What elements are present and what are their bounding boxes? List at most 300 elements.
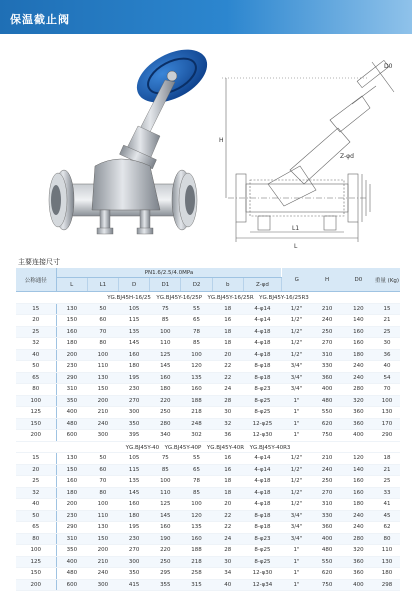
table-cell: 160 <box>181 533 212 545</box>
dn-header: 公称通径 <box>16 268 56 292</box>
table-row <box>16 361 400 373</box>
table-cell: 300 <box>118 407 149 419</box>
table-cell: 120 <box>343 453 374 465</box>
table-cell: 4-φ18 <box>243 326 281 338</box>
table-cell: 240 <box>87 418 118 430</box>
table-cell: 100 <box>87 349 118 361</box>
table-cell: 3/4" <box>281 522 311 534</box>
table-cell: 250 <box>311 476 342 488</box>
table-cell: 100 <box>16 395 56 407</box>
table-cell: 40 <box>374 361 400 373</box>
table-cell: 65 <box>16 372 56 384</box>
table-row <box>16 568 400 580</box>
table-cell: 70 <box>87 326 118 338</box>
table-cell: 200 <box>87 395 118 407</box>
table-cell: 80 <box>87 338 118 350</box>
table-cell: 400 <box>343 430 374 442</box>
table-cell: 55 <box>181 453 212 465</box>
table-cell: 125 <box>150 499 181 511</box>
table-cell: 75 <box>150 303 181 315</box>
table-cell: 130 <box>87 522 118 534</box>
table-cell: 130 <box>56 453 87 465</box>
table-cell: 180 <box>150 384 181 396</box>
table-row <box>16 395 400 407</box>
table-cell: 80 <box>16 384 56 396</box>
table-row <box>16 533 400 545</box>
table-cell: 25 <box>16 476 56 488</box>
table-cell: 150 <box>87 533 118 545</box>
col-header-z: Z-φd <box>243 278 281 292</box>
table-cell: 110 <box>87 361 118 373</box>
table-cell: 20 <box>212 499 243 511</box>
table-cell: 110 <box>150 338 181 350</box>
table-cell: 55 <box>181 303 212 315</box>
table-cell: 180 <box>56 338 87 350</box>
table-cell: 1/2" <box>281 338 311 350</box>
table-cell: 240 <box>343 361 374 373</box>
table-cell: 85 <box>150 464 181 476</box>
table-row <box>16 464 400 476</box>
table-cell: 280 <box>343 533 374 545</box>
table-cell: 360 <box>311 522 342 534</box>
table-cell: 330 <box>311 361 342 373</box>
table-cell: 270 <box>311 487 342 499</box>
table-cell: 80 <box>374 533 400 545</box>
table-cell: 1/2" <box>281 499 311 511</box>
table-cell: 240 <box>343 510 374 522</box>
table-cell: 115 <box>118 315 149 327</box>
table-cell: 195 <box>118 522 149 534</box>
table-cell: 750 <box>311 579 342 591</box>
table-cell: 32 <box>16 487 56 499</box>
table-cell: 12-φ34 <box>243 579 281 591</box>
table-cell: 310 <box>56 384 87 396</box>
table-cell: 160 <box>150 522 181 534</box>
table-cell: 295 <box>150 568 181 580</box>
table-row <box>16 303 400 315</box>
table-cell: 45 <box>374 510 400 522</box>
table-cell: 145 <box>150 361 181 373</box>
table-cell: 145 <box>150 510 181 522</box>
table-cell: 50 <box>16 510 56 522</box>
table-cell: 70 <box>374 384 400 396</box>
table-cell: 62 <box>374 522 400 534</box>
table-cell: 350 <box>118 418 149 430</box>
table-cell: 100 <box>150 326 181 338</box>
col-header-d2: D2 <box>181 278 212 292</box>
table-cell: 4-φ14 <box>243 315 281 327</box>
table-cell: 180 <box>56 487 87 499</box>
table-cell: 240 <box>343 372 374 384</box>
table-cell: 280 <box>150 418 181 430</box>
table-cell: 360 <box>343 568 374 580</box>
table-cell: 300 <box>118 556 149 568</box>
table-cell: 160 <box>181 384 212 396</box>
table-cell: 78 <box>181 476 212 488</box>
table-row <box>16 476 400 488</box>
table-cell: 480 <box>56 568 87 580</box>
table-cell: 30 <box>212 556 243 568</box>
table-cell: 350 <box>118 568 149 580</box>
table-cell: 22 <box>212 372 243 384</box>
dim-label-h: H <box>219 137 224 144</box>
table-cell: 310 <box>311 349 342 361</box>
table-cell: 1" <box>281 430 311 442</box>
table-cell: 130 <box>374 407 400 419</box>
table-cell: 20 <box>212 349 243 361</box>
table-cell: 22 <box>212 361 243 373</box>
table-cell: 480 <box>311 545 342 557</box>
table-row <box>16 510 400 522</box>
table-cell: 200 <box>87 545 118 557</box>
table-cell: 400 <box>311 533 342 545</box>
table-cell: 125 <box>150 349 181 361</box>
table-cell: 12-φ25 <box>243 418 281 430</box>
table-cell: 3/4" <box>281 361 311 373</box>
table-cell: 18 <box>374 453 400 465</box>
table-cell: 550 <box>311 407 342 419</box>
table-cell: 160 <box>343 487 374 499</box>
table-cell: 30 <box>212 407 243 419</box>
table-cell: 600 <box>56 430 87 442</box>
table-cell: 620 <box>311 418 342 430</box>
table-cell: 20 <box>16 464 56 476</box>
table-cell: 100 <box>16 545 56 557</box>
table-cell: 4-φ14 <box>243 303 281 315</box>
table-cell: 160 <box>56 326 87 338</box>
table-cell: 160 <box>118 349 149 361</box>
table-cell: 8-φ23 <box>243 533 281 545</box>
table-cell: 34 <box>212 568 243 580</box>
table-row <box>16 372 400 384</box>
table-cell: 70 <box>87 476 118 488</box>
table-cell: 180 <box>343 499 374 511</box>
table-cell: 25 <box>16 326 56 338</box>
table-cell: 350 <box>56 545 87 557</box>
table-cell: 395 <box>118 430 149 442</box>
table-row <box>16 522 400 534</box>
table-cell: 8-φ23 <box>243 384 281 396</box>
table-cell: 1/2" <box>281 326 311 338</box>
table-cell: 18 <box>212 487 243 499</box>
table-cell: 135 <box>118 476 149 488</box>
table-cell: 15 <box>374 303 400 315</box>
table-cell: 41 <box>374 499 400 511</box>
table-cell: 240 <box>311 464 342 476</box>
table-body <box>16 292 400 591</box>
page-title: 保温截止阀 <box>10 13 70 26</box>
table-cell: 18 <box>212 338 243 350</box>
table-row <box>16 326 400 338</box>
table-cell: 360 <box>343 407 374 419</box>
model-label: YG.BJ45H-16/25 YG.BJ45Y-16/25P YG.BJ45Y-16/25R YG.BJ45Y-16/25R3 <box>16 292 400 304</box>
table-cell: 8-φ25 <box>243 395 281 407</box>
table-cell: 150 <box>16 568 56 580</box>
table-cell: 330 <box>311 510 342 522</box>
section-title: 主要连接尺寸 <box>18 258 60 266</box>
col-header-b: b <box>212 278 243 292</box>
table-cell: 188 <box>181 395 212 407</box>
table-cell: 80 <box>16 533 56 545</box>
table-cell: 160 <box>150 372 181 384</box>
table-cell: 18 <box>212 476 243 488</box>
table-cell: 100 <box>150 476 181 488</box>
table-cell: 18 <box>212 326 243 338</box>
table-cell: 8-φ25 <box>243 556 281 568</box>
table-cell: 16 <box>212 453 243 465</box>
table-cell: 180 <box>118 510 149 522</box>
table-cell: 40 <box>16 349 56 361</box>
table-cell: 150 <box>56 315 87 327</box>
table-cell: 3/4" <box>281 372 311 384</box>
table-cell: 220 <box>150 545 181 557</box>
table-cell: 85 <box>150 315 181 327</box>
table-cell: 310 <box>56 533 87 545</box>
page-header <box>0 0 412 34</box>
table-cell: 160 <box>343 338 374 350</box>
table-cell: 340 <box>150 430 181 442</box>
table-cell: 160 <box>343 476 374 488</box>
model-row <box>16 292 400 304</box>
table-cell: 145 <box>118 338 149 350</box>
table-cell: 135 <box>181 372 212 384</box>
table-cell: 80 <box>87 487 118 499</box>
table-cell: 1" <box>281 556 311 568</box>
table-cell: 355 <box>150 579 181 591</box>
model-label: YG.BJ45Y-40 YG.BJ45Y-40P YG.BJ45Y-40R YG.BJ45Y-40R3 <box>16 441 400 453</box>
table-cell: 320 <box>343 545 374 557</box>
table-cell: 290 <box>56 522 87 534</box>
table-cell: 150 <box>87 384 118 396</box>
table-cell: 36 <box>374 349 400 361</box>
table-cell: 1" <box>281 418 311 430</box>
table-cell: 16 <box>212 315 243 327</box>
table-cell: 12-φ30 <box>243 568 281 580</box>
table-cell: 54 <box>374 372 400 384</box>
table-row <box>16 487 400 499</box>
table-cell: 78 <box>181 326 212 338</box>
col-header-g: G <box>281 268 311 292</box>
table-cell: 8-φ18 <box>243 510 281 522</box>
table-cell: 230 <box>118 384 149 396</box>
table-cell: 550 <box>311 556 342 568</box>
table-cell: 22 <box>212 522 243 534</box>
table-row <box>16 384 400 396</box>
table-cell: 30 <box>374 338 400 350</box>
table-cell: 400 <box>343 579 374 591</box>
table-cell: 130 <box>374 556 400 568</box>
table-cell: 4-φ18 <box>243 338 281 350</box>
table-cell: 230 <box>118 533 149 545</box>
table-cell: 130 <box>56 303 87 315</box>
table-cell: 480 <box>56 418 87 430</box>
table-cell: 1/2" <box>281 303 311 315</box>
table-cell: 360 <box>343 418 374 430</box>
table-cell: 320 <box>343 395 374 407</box>
table-cell: 4-φ18 <box>243 487 281 499</box>
table-cell: 32 <box>16 338 56 350</box>
table-cell: 100 <box>374 395 400 407</box>
table-cell: 36 <box>212 430 243 442</box>
table-cell: 218 <box>181 556 212 568</box>
col-header-h: H <box>311 268 342 292</box>
table-cell: 480 <box>311 395 342 407</box>
table-cell: 250 <box>311 326 342 338</box>
table-cell: 180 <box>343 349 374 361</box>
table-cell: 1" <box>281 568 311 580</box>
table-cell: 125 <box>16 556 56 568</box>
table-cell: 210 <box>87 407 118 419</box>
table-cell: 130 <box>87 372 118 384</box>
table-cell: 50 <box>16 361 56 373</box>
table-cell: 125 <box>16 407 56 419</box>
table-cell: 85 <box>181 487 212 499</box>
table-cell: 50 <box>87 303 118 315</box>
table-row <box>16 556 400 568</box>
col-header-d: D <box>118 278 149 292</box>
table-cell: 190 <box>150 533 181 545</box>
table-cell: 298 <box>374 579 400 591</box>
table-cell: 145 <box>118 487 149 499</box>
table-cell: 110 <box>150 487 181 499</box>
table-cell: 750 <box>311 430 342 442</box>
table-cell: 248 <box>181 418 212 430</box>
table-cell: 1/2" <box>281 349 311 361</box>
table-row <box>16 349 400 361</box>
table-cell: 85 <box>181 338 212 350</box>
table-cell: 60 <box>87 464 118 476</box>
table-cell: 4-φ14 <box>243 453 281 465</box>
table-cell: 15 <box>16 303 56 315</box>
table-cell: 3/4" <box>281 510 311 522</box>
table-cell: 415 <box>118 579 149 591</box>
table-cell: 135 <box>181 522 212 534</box>
col-header-weight: 重量 (Kg) <box>374 268 400 292</box>
table-cell: 180 <box>374 568 400 580</box>
table-cell: 1" <box>281 407 311 419</box>
table-cell: 40 <box>212 579 243 591</box>
table-cell: 15 <box>16 453 56 465</box>
dimension-table <box>16 268 400 591</box>
table-cell: 1/2" <box>281 453 311 465</box>
table-cell: 28 <box>212 395 243 407</box>
table-cell: 400 <box>56 556 87 568</box>
table-cell: 32 <box>212 418 243 430</box>
table-cell: 75 <box>150 453 181 465</box>
table-cell: 360 <box>311 372 342 384</box>
table-cell: 21 <box>374 464 400 476</box>
table-cell: 24 <box>212 533 243 545</box>
table-cell: 200 <box>56 499 87 511</box>
table-cell: 170 <box>374 418 400 430</box>
table-row <box>16 338 400 350</box>
table-cell: 22 <box>212 510 243 522</box>
table-cell: 150 <box>56 464 87 476</box>
table-cell: 230 <box>56 510 87 522</box>
table-cell: 220 <box>150 395 181 407</box>
dim-label-l: L <box>294 243 298 250</box>
table-cell: 3/4" <box>281 533 311 545</box>
table-cell: 200 <box>56 349 87 361</box>
table-cell: 4-φ18 <box>243 499 281 511</box>
table-cell: 350 <box>56 395 87 407</box>
table-row <box>16 315 400 327</box>
table-cell: 140 <box>343 315 374 327</box>
table-cell: 105 <box>118 303 149 315</box>
table-cell: 8-φ25 <box>243 545 281 557</box>
table-cell: 210 <box>87 556 118 568</box>
table-cell: 4-φ14 <box>243 464 281 476</box>
col-header-l1: L1 <box>87 278 118 292</box>
dim-label-z: Z-φd <box>340 153 354 160</box>
table-cell: 21 <box>374 315 400 327</box>
table-cell: 110 <box>374 545 400 557</box>
table-row <box>16 453 400 465</box>
table-cell: 135 <box>118 326 149 338</box>
table-cell: 1/2" <box>281 476 311 488</box>
table-cell: 4-φ18 <box>243 476 281 488</box>
table-cell: 270 <box>311 338 342 350</box>
table-cell: 60 <box>87 315 118 327</box>
table-cell: 180 <box>118 361 149 373</box>
table-cell: 240 <box>343 522 374 534</box>
table-cell: 300 <box>87 579 118 591</box>
table-cell: 8-φ25 <box>243 407 281 419</box>
table-cell: 302 <box>181 430 212 442</box>
table-cell: 110 <box>87 510 118 522</box>
table-row <box>16 499 400 511</box>
table-cell: 1/2" <box>281 487 311 499</box>
table-cell: 18 <box>212 303 243 315</box>
table-cell: 8-φ18 <box>243 361 281 373</box>
table-cell: 20 <box>16 315 56 327</box>
table-cell: 270 <box>118 395 149 407</box>
table-cell: 258 <box>181 568 212 580</box>
technical-drawing <box>222 60 394 242</box>
table-row <box>16 579 400 591</box>
table-cell: 160 <box>343 326 374 338</box>
table-cell: 1" <box>281 545 311 557</box>
table-cell: 65 <box>181 464 212 476</box>
valve-photo <box>49 39 216 234</box>
table-cell: 1/2" <box>281 464 311 476</box>
table-cell: 240 <box>87 568 118 580</box>
table-cell: 100 <box>87 499 118 511</box>
table-cell: 290 <box>374 430 400 442</box>
table-cell: 230 <box>56 361 87 373</box>
table-cell: 600 <box>56 579 87 591</box>
table-row <box>16 418 400 430</box>
table-cell: 8-φ18 <box>243 372 281 384</box>
table-cell: 315 <box>181 579 212 591</box>
table-cell: 300 <box>87 430 118 442</box>
table-cell: 200 <box>16 430 56 442</box>
col-header-d1: D1 <box>150 278 181 292</box>
model-row <box>16 441 400 453</box>
table-cell: 250 <box>150 407 181 419</box>
table-cell: 28 <box>212 545 243 557</box>
table-cell: 1" <box>281 395 311 407</box>
table-cell: 250 <box>150 556 181 568</box>
table-cell: 160 <box>56 476 87 488</box>
table-cell: 620 <box>311 568 342 580</box>
table-cell: 40 <box>16 499 56 511</box>
table-row <box>16 430 400 442</box>
table-cell: 105 <box>118 453 149 465</box>
table-cell: 25 <box>374 326 400 338</box>
table-cell: 33 <box>374 487 400 499</box>
table-cell: 270 <box>118 545 149 557</box>
